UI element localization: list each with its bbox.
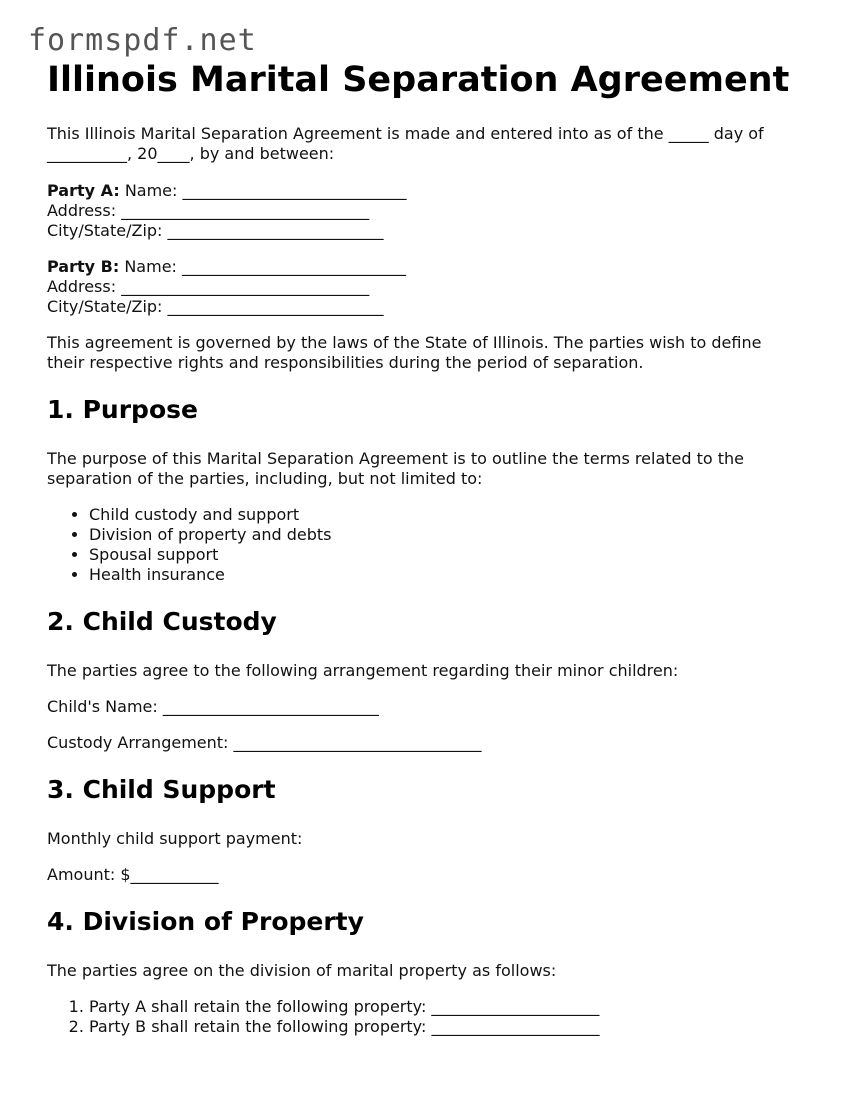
section-heading-purpose: 1. Purpose [47,395,198,424]
document-page [47,60,827,1059]
purpose-list [47,505,827,585]
support-amount-field[interactable]: Amount: $___________ [47,865,219,884]
custody-paragraph: The parties agree to the following arrangement regarding their minor children: [47,661,679,680]
party-a-name-field[interactable]: Name: ____________________________ [124,181,407,200]
document-title: Illinois Marital Separation Agreement [47,60,790,100]
property-list [47,997,827,1037]
list-item: • Division of property and debts [89,525,827,545]
party-b-name-field[interactable]: Name: ____________________________ [124,257,407,276]
party-a-label: Party A: [47,181,120,200]
list-item: • Health insurance [89,565,827,585]
party-a-city-field[interactable]: City/State/Zip: ___________________________ [47,221,384,240]
list-item: • Spousal support [89,545,827,565]
custody-arrangement-field[interactable]: Custody Arrangement: _______________________________ [47,733,482,752]
party-a-address-field[interactable]: Address: _______________________________ [47,201,370,220]
child-name-field[interactable]: Child's Name: ___________________________ [47,697,379,716]
watermark-logo: formspdf.net [28,23,257,58]
party-b-city-field[interactable]: City/State/Zip: ___________________________ [47,297,384,316]
support-paragraph: Monthly child support payment: [47,829,303,848]
purpose-paragraph [47,449,827,489]
section-heading-child-custody: 2. Child Custody [47,607,277,636]
party-a-block [47,181,827,241]
property-paragraph: The parties agree on the division of marital property as follows: [47,961,557,980]
governed-line-1: This agreement is governed by the laws of the State of Illinois. The parties wish to define [47,333,762,352]
list-item: • Child custody and support [89,505,827,525]
party-b-label: Party B: [47,257,120,276]
governed-line-2: their respective rights and responsibilities during the period of separation. [47,353,644,372]
section-heading-division-of-property: 4. Division of Property [47,907,364,936]
governing-law-paragraph [47,333,827,373]
party-b-address-field[interactable]: Address: _______________________________ [47,277,370,296]
intro-line-1: This Illinois Marital Separation Agreement is made and entered into as of the _____ day of [47,124,764,143]
list-item[interactable]: 1. Party A shall retain the following property: _____________________ [89,997,827,1017]
intro-paragraph [47,124,827,164]
purpose-line-1: The purpose of this Marital Separation Agreement is to outline the terms related to the [47,449,745,468]
section-heading-child-support: 3. Child Support [47,775,276,804]
intro-line-2: __________, 20____, by and between: [47,144,335,163]
purpose-line-2: separation of the parties, including, but not limited to: [47,469,483,488]
list-item[interactable]: 2. Party B shall retain the following property: _____________________ [89,1017,827,1037]
party-b-block [47,257,827,317]
